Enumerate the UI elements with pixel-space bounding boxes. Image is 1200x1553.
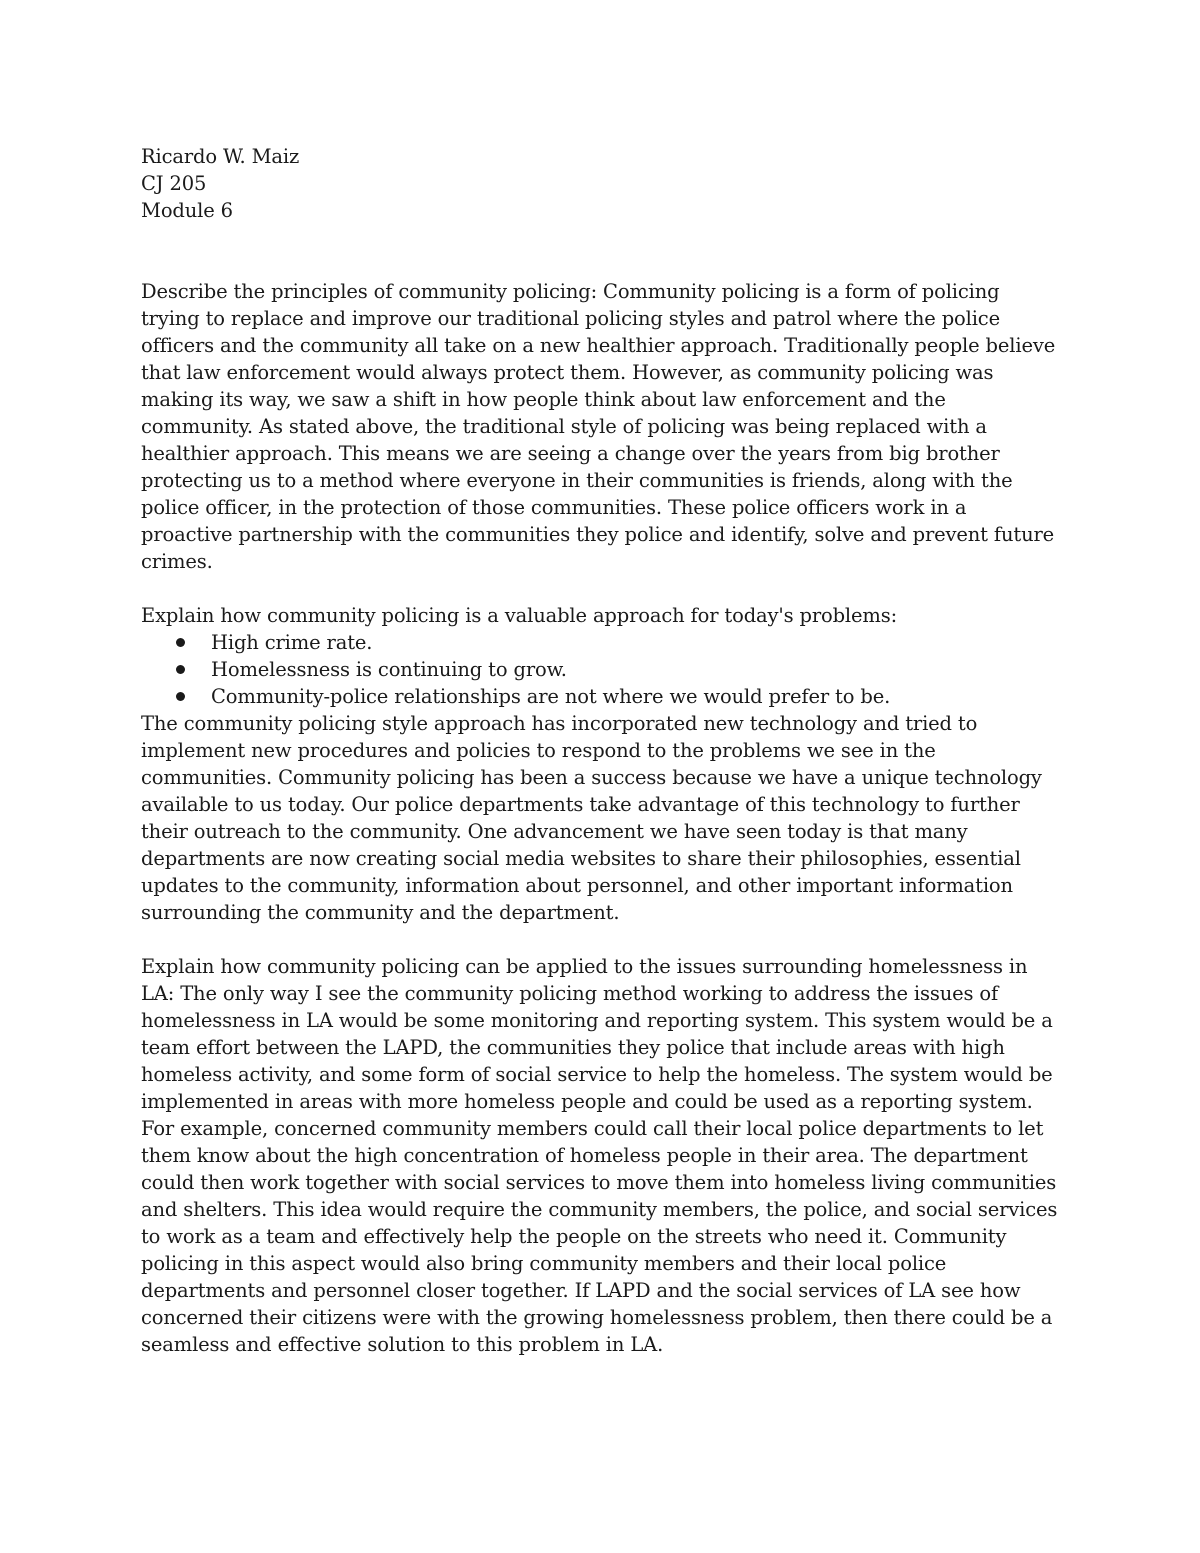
problems-list [141,629,1061,710]
spacer [141,575,1061,602]
spacer [141,926,1061,953]
list-item [141,656,1061,683]
list-item [141,629,1061,656]
module-label: Module 6 [141,199,233,222]
bullet-icon [176,638,185,647]
value-body-paragraph: The community policing style approach has incorporated new technology and tried to implement new procedures and policies to respond to the problems we see in the communities. Community policing has been a success because we have a unique technology available to us today. Our police departments take advantage of this technology to further their outreach to the community. One advancement we have seen today is that many departments are now creating social media websites to share their philosophies, essential updates to the community, information about personnel, and other important information surrounding the community and the department. [141,712,1042,924]
value-intro: Explain how community policing is a valuable approach for today's problems: [141,604,898,627]
bullet-icon [176,665,185,674]
document-body [141,143,1061,1358]
spacer [141,224,1061,278]
list-item-text: High crime rate. [211,631,373,654]
homelessness-paragraph: Explain how community policing can be applied to the issues surrounding homelessness in LA: The only way I see the community policing method working to address the issues of homelessness in LA would be some monitoring and reporting system. This system would be a team effort between the LAPD, the communities they police that include areas with high homeless activity, and some form of social service to help the homeless. The system would be implemented in areas with more homeless people and could be used as a reporting system. For example, concerned community members could call their local police departments to let them know about the high concentration of homeless people in their area. The department could then work together with social services to move them into homeless living communities and shelters. This idea would require the community members, the police, and social services to work as a team and effectively help the people on the streets who need it. Community policing in this aspect would also bring community members and their local police departments and personnel closer together. If LAPD and the social services of LA see how concerned their citizens were with the growing homelessness problem, then there could be a seamless and effective solution to this problem in LA. [141,955,1058,1356]
principles-paragraph: Describe the principles of community policing: Community policing is a form of policing trying to replace and improve our traditional policing styles and patrol where the police officers and the community all take on a new healthier approach. Traditionally people believe that law enforcement would always protect them. However, as community policing was making its way, we saw a shift in how people think about law enforcement and the community. As stated above, the traditional style of policing was being replaced with a healthier approach. This means we are seeing a change over the years from big brother protecting us to a method where everyone in their communities is friends, along with the police officer, in the protection of those communities. These police officers work in a proactive partnership with the communities they police and identify, solve and prevent future crimes. [141,280,1056,573]
bullet-icon [176,692,185,701]
list-item-text: Homelessness is continuing to grow. [211,658,567,681]
course-code: CJ 205 [141,172,207,195]
author-name: Ricardo W. Maiz [141,145,300,168]
list-item-text: Community-police relationships are not where we would prefer to be. [211,685,891,708]
list-item [141,683,1061,710]
